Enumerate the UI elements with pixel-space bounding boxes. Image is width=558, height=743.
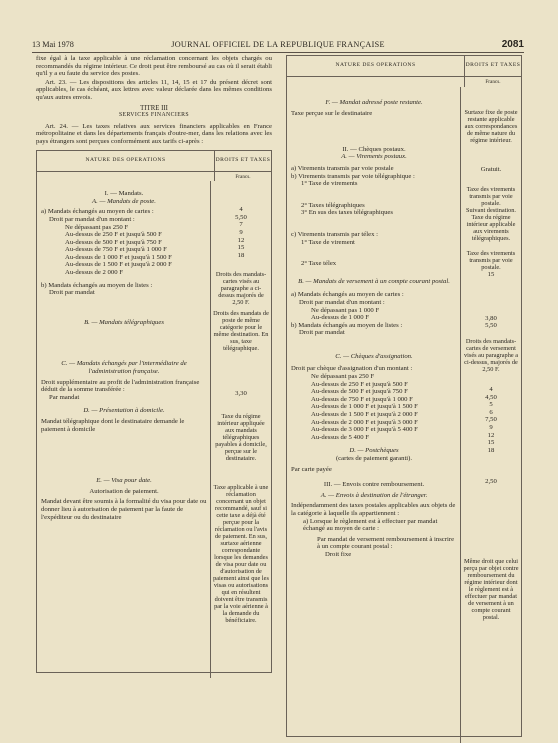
tranche-7: Au-dessus de 2 000 F [65,269,123,277]
c-tranche-5: Au-dessus de 1 000 F et jusqu'à 1 500 F [311,403,418,411]
d-text: Mandat télégraphique dont le destinataire demande le paiement à domicile [41,418,185,433]
right-column [286,55,522,737]
ii-D-sub: (cartes de paiement garanti). [335,455,413,462]
iii-a: a) Lorsque le règlement est à effectuer par mandat échangé au moyen de carte : [303,517,438,533]
b3-note: Taxe du régime intérieur applicable aux virements télégraphiques. [466,214,516,243]
line-b: b) Mandats échangés au moyen de listes : [41,281,153,289]
tranche-3-value: 7 [239,221,243,229]
ii-Ba-droit: Droit par mandat d'un montant : [299,298,385,306]
c-tranche-7-value: 12 [487,431,495,439]
b1-note: Taxe des virements transmis par voie postale. [466,186,516,208]
tranche-4-value: 9 [239,228,243,236]
c-tranche-4-value: 6 [489,408,493,416]
Bb-note: Droits des mandats-cartes de versement visés au paragraphe a ci-dessus, majorés de 2,50 F. [463,337,519,373]
tranche-list [41,224,207,277]
header-journal-title: JOURNAL OFFICIEL DE LA REPUBLIQUE FRANÇAISE [171,40,385,49]
c-tranche-1-value: 4 [489,385,493,393]
c-tranche-9-value: 18 [487,446,495,454]
c-tranche-8: Au-dessus de 3 000 F et jusqu'à 5 400 F [311,426,418,434]
c-tranche-values [463,386,519,454]
c-tranche-list [291,373,457,441]
tranche-5: Au-dessus de 1 000 F et jusqu'à 1 500 F [65,253,172,261]
section-IE: E. — Visa pour date. [96,477,152,485]
header-date: 13 Mai 1978 [32,40,74,49]
section-IIA: A. — Virements postaux. [341,153,407,161]
ii-b-line: b) Virements transmis par voie télégraphique : [291,172,415,180]
f-text: Taxe perçue sur le destinataire [291,110,373,118]
article-23: Art. 23. — Les dispositions des articles 11, 14, 15 et 17 du présent décret sont applicables, le cas échéant, aux lettres avec valeur déclarée dans les mêmes conditions qu'aux autres envois. [36,78,272,101]
c-value: 3,30 [235,390,247,398]
ii-Ba-t1: Ne dépassant pas 1 000 F [311,306,380,314]
table-header [37,151,271,172]
c-tranche-8-value: 15 [487,439,495,447]
section-IB: B. — Mandats télégraphiques [84,318,164,326]
ii-c-line: c) Virements transmis par télex : [291,230,378,238]
c1-note: Taxe des virements transmis par voie postale. [466,250,516,272]
ii-Ba-t2: Au-dessus de 1 000 F [311,314,369,322]
ii-c2: 2° Taxe télex [301,260,337,268]
e-sub: Autorisation de paiement. [89,487,159,495]
col-droits: DROITS ET TAXES [215,156,271,163]
c-tranche-6: Au-dessus de 1 500 F et jusqu'à 2 000 F [311,411,418,419]
e-text: Mandat devant être soumis à la formalité du visa pour date ou donner lieu à autorisation de paiement par la faute de l'expéditeur ou du destinataire [41,498,207,521]
c2-value: 15 [487,271,495,279]
title-heading: TITRE III [140,104,168,112]
ii-a-line: a) Virements transmis par voie postale [291,164,394,172]
right-tariff-table [286,55,522,737]
tranche-1: Ne dépassant pas 250 F [65,223,129,231]
left-column [36,55,272,673]
Ba-t1-value: 3,80 [485,314,497,322]
table-header-right [287,56,521,77]
ii-c1: 1° Taxe de virement [301,238,355,246]
f-note: Surtaxe fixe de poste restante applicable aux correspondances de même nature du régime intérieur. [464,108,518,144]
tranche-1-value: 4 [239,206,243,214]
tranche-7-value: 18 [237,251,245,259]
article-24: Art. 24. — Les taxes relatives aux services financiers applicables en France métropolitaine et dans les départements français d'outre-mer, dans les relations avec les pays étrangers sont perçues conformément aux tarifs ci-après : [36,122,272,145]
tranche-3: Au-dessus de 500 F et jusqu'à 750 F [65,238,162,246]
B-note: Droits des mandats de poste de même catégorie pour le même destination. En sus, taxe télégraphique. [213,310,269,353]
tranche-values [213,206,269,259]
c-tranche-2-value: 4,50 [485,393,497,401]
ii-D-text: Par carte payée [291,465,332,473]
section-II: II. — Chèques postaux. [342,145,406,153]
D-value: 2,50 [485,478,497,486]
section-IF: F. — Mandat adressé poste restante. [325,98,423,106]
c-tranche-5-value: 7,50 [485,416,497,424]
section-IIC: C. — Chèques d'assignation. [335,352,413,360]
unit-label-right: Francs. [485,79,501,85]
ii-Bb-droit: Droit par mandat [299,329,345,337]
line-a: a) Mandats échangés au moyen de cartes : [41,208,154,216]
c-tranche-2: Au-dessus de 250 F et jusqu'à 500 F [311,380,408,388]
c-text: Droit supplémentaire au profit de l'administration française déduit de la somme transférée : [41,378,200,394]
droit-line: Droit par mandat d'un montant : [49,215,135,223]
ii-b2: 2° Taxes télégraphiques [301,201,365,209]
ii-b3: 3° En sus des taxes télégraphiques [301,209,394,217]
col-nature-right: NATURE DES OPERATIONS [287,56,465,76]
b-note: Droits des mandats-cartes visés au paragraphe a ci-dessus majorés de 2,50 F. [215,271,267,307]
c-tranche-7: Au-dessus de 2 000 F et jusqu'à 3 000 F [311,418,418,426]
ii-Ba: a) Mandats échangés au moyen de cartes : [291,291,404,299]
left-tariff-table [36,150,272,673]
section-IIIA: A. — Envois à destination de l'étranger. [320,491,428,499]
header-page-number: 2081 [501,39,524,50]
header-rule [32,52,524,53]
unit-label: Francs. [235,173,251,180]
c-tranche-3: Au-dessus de 500 F et jusqu'à 750 F [311,388,408,396]
iii-note: Même droit que celui perçu par objet contre remboursement du régime intérieur dont le règlement est à effectuer par mandat de versement à un compte courant postal. [463,557,519,621]
tranche-2: Au-dessus de 250 F et jusqu'à 500 F [65,231,162,239]
page-header [32,40,524,52]
ii-a-value: Gratuit. [480,165,502,173]
ii-b1: 1° Taxe de virements [301,180,358,188]
b-droit: Droit par mandat [49,289,95,297]
section-IC: C. — Mandats échangés par l'intermédiaire de l'administration française. [61,360,187,376]
b2-note: Suivant destination. [465,207,517,215]
c-tranche-6-value: 9 [489,423,493,431]
tranche-5-value: 12 [237,236,245,244]
title-subheading: SERVICES FINANCIERS [118,112,190,119]
iii-fixe: Droit fixe [325,550,352,558]
section-IID: D. — Postchèques [349,447,399,455]
ii-C-droit: Droit par chèque d'assignation d'un montant : [291,365,413,373]
c-tranche-3-value: 5 [489,401,493,409]
c-par: Par mandat [49,393,80,401]
section-IIB: B. — Mandats de versement à un compte courant postal. [298,277,450,285]
col-droits-right: DROITS ET TAXES [465,62,521,69]
section-IA: A. — Mandats de poste. [92,197,156,205]
intro-paragraph: fixe égal à la taxe applicable à une réclamation concernant les objets chargés ou recommandés du régime intérieur. Ce droit peut être remboursé au cas où il serait établi qu'il y a eu faute du service des postes. [36,55,272,78]
tranche-4: Au-dessus de 750 F et jusqu'à 1 000 F [65,246,167,254]
section-III: III. — Envois contre remboursement. [323,481,425,489]
d-note: Taxe du régime intérieur appliquée aux mandats télégraphiques payables à domicile, perçue sur le destinataire. [215,412,267,462]
col-nature: NATURE DES OPERATIONS [37,151,215,171]
tranche-2-value: 5,50 [235,213,247,221]
ii-Bb: b) Mandats échangés au moyen de listes : [291,321,403,329]
section-I: I. — Mandats. [104,190,144,198]
Ba-t2-value: 5,50 [485,322,497,330]
section-ID: D. — Présentation à domicile. [83,407,165,415]
tranche-6: Au-dessus de 1 500 F et jusqu'à 2 000 F [65,261,172,269]
iii-sub: Par mandat de versement remboursement à inscrire à un compte courant postal : [317,535,455,551]
c-tranche-9: Au-dessus de 5 400 F [311,433,369,441]
iii-text: Indépendamment des taxes postales applicables aux objets de la catégorie à laquelle ils appartiennent : [291,502,456,517]
tranche-6-value: 15 [237,244,245,252]
c-tranche-4: Au-dessus de 750 F et jusqu'à 1 000 F [311,395,413,403]
c-tranche-1: Ne dépassant pas 250 F [311,373,375,381]
e-note: Taxe applicable à une réclamation concernant un objet recommandé, sauf si cette taxe a déjà été perçue pour la réclamation ou l'avis de paiement. En sus, surtaxe aérienne correspondante lorsque les demandes de visa pour date ou d'autorisation de paiement ainsi que les visas ou autorisations qui en résultent doivent être transmis par la voie aérienne à la demande du bénéficiaire. [213,483,269,624]
